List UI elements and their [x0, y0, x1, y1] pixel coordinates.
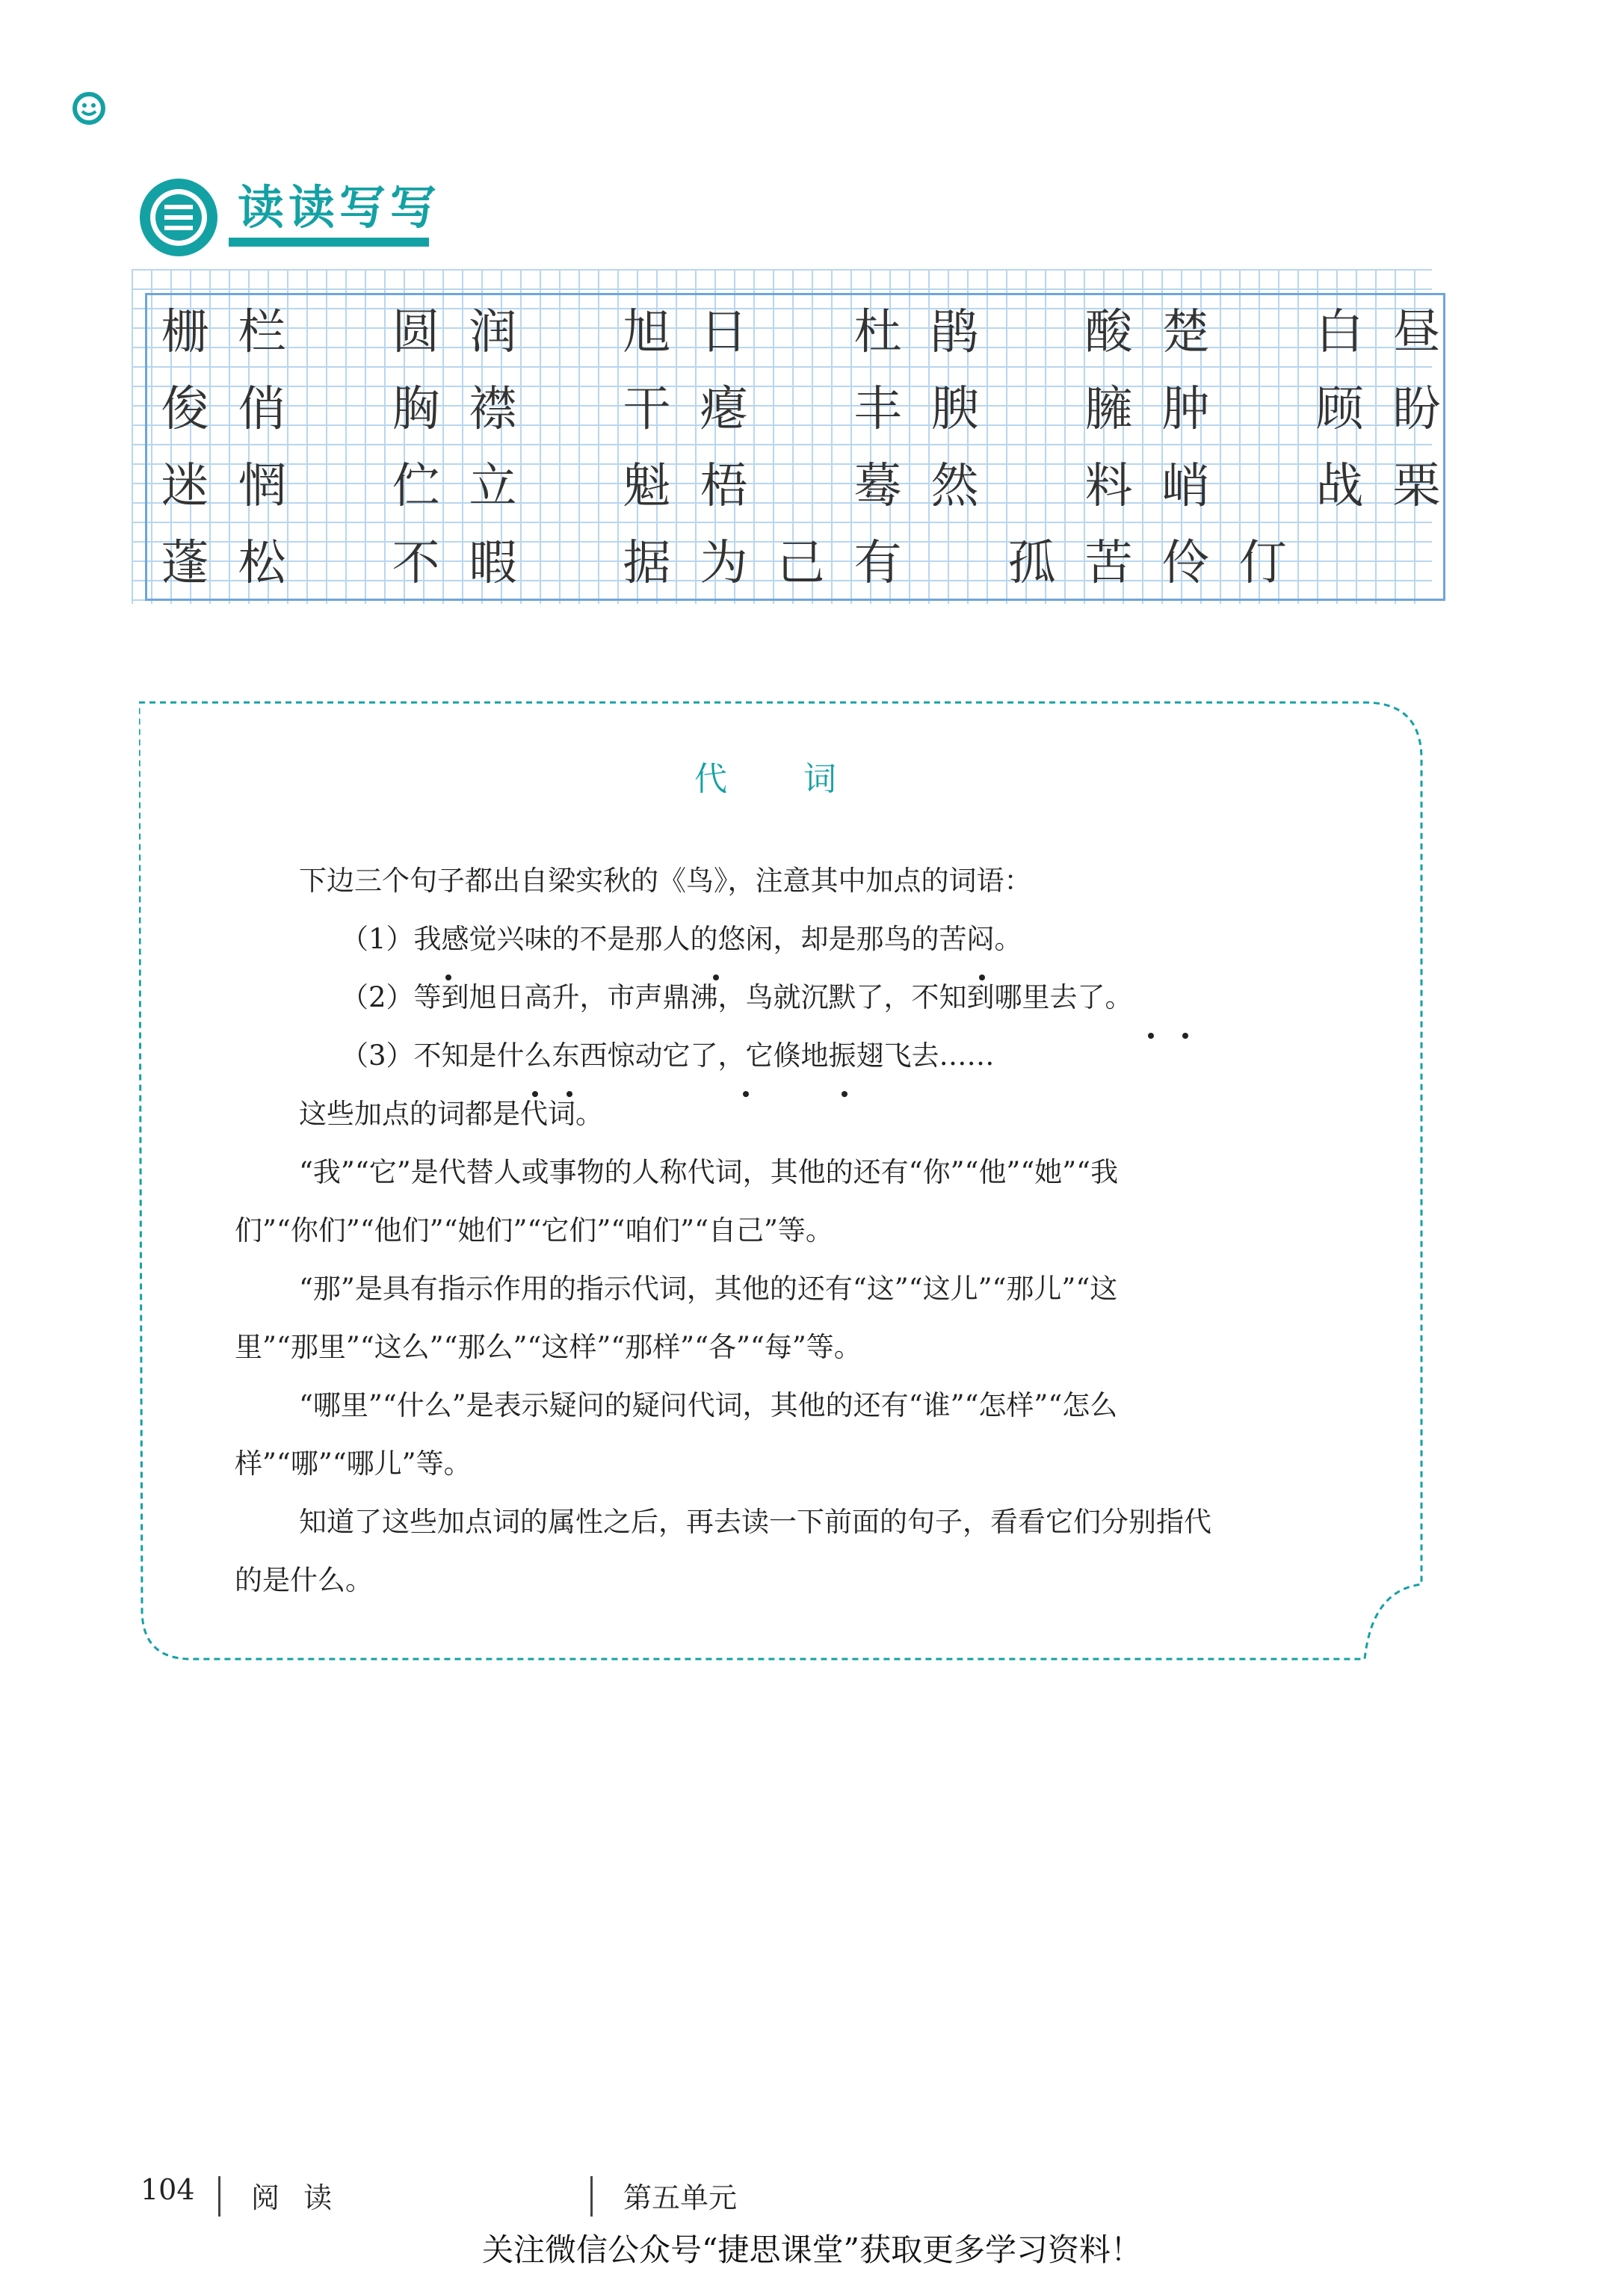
grid-character: 楚 — [1161, 305, 1210, 360]
emphasis-dot — [445, 974, 451, 980]
note-title: 代 词 — [694, 760, 869, 798]
grid-character: 暇 — [469, 536, 517, 591]
grid-character: 俏 — [238, 382, 286, 437]
grid-character: 不 — [392, 536, 440, 591]
grid-character: 有 — [853, 536, 902, 591]
grid-character: 肿 — [1161, 382, 1210, 437]
example-line: （2）等到旭日高升，市声鼎沸，鸟就沉默了，不知到哪里去了。 — [341, 981, 1133, 1013]
grid-character: 迷 — [161, 459, 209, 514]
three-lines-badge-icon — [138, 176, 220, 259]
grid-character: 襟 — [469, 382, 517, 437]
grid-character: 蓦 — [853, 459, 902, 514]
grid-character: 惘 — [238, 459, 286, 514]
example-line: （3）不知是什么东西惊动它了，它倏地振翅飞去…… — [341, 1040, 995, 1072]
paragraph-line: 知道了这些加点词的属性之后，再去读一下前面的句子，看看它们分别指代 — [299, 1506, 1211, 1538]
grid-character: 梧 — [700, 459, 748, 514]
page-number: 104 — [141, 2173, 195, 2206]
footer-note: 关注微信公众号“捷思课堂”获取更多学习资料！ — [482, 2231, 1142, 2268]
grid-character: 伶 — [1161, 536, 1210, 591]
footer-unit: 第五单元 — [623, 2181, 738, 2214]
grid-character: 鹃 — [930, 305, 979, 360]
grid-character: 润 — [469, 305, 517, 360]
summary-line: 这些加点的词都是代词。 — [299, 1098, 603, 1130]
paragraph-line: “哪里”“什么”是表示疑问的疑问代词，其他的还有“谁”“怎样”“怎么 — [299, 1389, 1118, 1421]
grid-character: 苦 — [1084, 536, 1133, 591]
pronoun-note-box — [139, 695, 1424, 1674]
grid-character: 料 — [1084, 459, 1133, 514]
paragraph-line: “我”“它”是代替人或事物的人称代词，其他的还有“你”“他”“她”“我 — [299, 1156, 1119, 1188]
grid-character: 白 — [1315, 305, 1364, 360]
grid-character: 顾 — [1315, 382, 1364, 437]
intro-line: 下边三个句子都出自梁实秋的《鸟》，注意其中加点的词语： — [299, 865, 1032, 897]
grid-character: 己 — [777, 536, 825, 591]
grid-character: 俊 — [161, 382, 209, 437]
emphasis-dot — [713, 974, 719, 980]
grid-character: 日 — [700, 305, 748, 360]
grid-character: 旭 — [623, 305, 671, 360]
emphasis-dot — [1182, 1033, 1188, 1039]
grid-character: 杜 — [853, 305, 902, 360]
grid-character: 立 — [469, 459, 517, 514]
grid-character: 峭 — [1161, 459, 1210, 514]
emphasis-dot — [842, 1091, 847, 1097]
grid-character: 昼 — [1392, 305, 1441, 360]
grid-character: 战 — [1315, 459, 1364, 514]
section-title: 读读写写 — [238, 180, 442, 235]
grid-character: 盼 — [1392, 382, 1441, 437]
grid-character: 孤 — [1007, 536, 1056, 591]
footer-divider — [590, 2176, 593, 2217]
grid-character: 圆 — [392, 305, 440, 360]
grid-character: 瘪 — [700, 382, 748, 437]
grid-character: 丰 — [853, 382, 902, 437]
grid-character: 腴 — [930, 382, 979, 437]
grid-character: 然 — [930, 459, 979, 514]
grid-character: 为 — [700, 536, 748, 591]
paragraph-line: 样”“哪”“哪儿”等。 — [235, 1448, 472, 1480]
grid-character: 仃 — [1238, 536, 1287, 591]
grid-character: 干 — [623, 382, 671, 437]
smiley-icon — [72, 91, 106, 126]
grid-character: 栅 — [161, 305, 209, 360]
emphasis-dot — [979, 974, 985, 980]
emphasis-dot — [1148, 1033, 1154, 1039]
word-grid — [132, 269, 1441, 604]
grid-character: 魁 — [623, 459, 671, 514]
grid-character: 栏 — [238, 305, 286, 360]
grid-character: 据 — [623, 536, 671, 591]
paragraph-line: “那”是具有指示作用的指示代词，其他的还有“这”“这儿”“那儿”“这 — [299, 1273, 1118, 1305]
emphasis-dot — [743, 1091, 749, 1097]
paragraph-line: 的是什么。 — [235, 1564, 373, 1596]
example-line: （1）我感觉兴味的不是那人的悠闲，却是那鸟的苦闷。 — [341, 923, 1022, 955]
grid-character: 胸 — [392, 382, 440, 437]
title-underline — [229, 238, 429, 247]
grid-character: 蓬 — [161, 536, 209, 591]
paragraph-line: 们”“你们”“他们”“她们”“它们”“咱们”“自己”等。 — [235, 1214, 833, 1247]
grid-character: 伫 — [392, 459, 440, 514]
grid-character: 栗 — [1392, 459, 1441, 514]
grid-character: 臃 — [1084, 382, 1133, 437]
footer-divider — [218, 2176, 220, 2217]
paragraph-line: 里”“那里”“这么”“那么”“这样”“那样”“各”“每”等。 — [235, 1331, 862, 1363]
grid-character: 松 — [238, 536, 286, 591]
footer-section: 阅 读 — [251, 2181, 340, 2214]
grid-character: 酸 — [1084, 305, 1133, 360]
